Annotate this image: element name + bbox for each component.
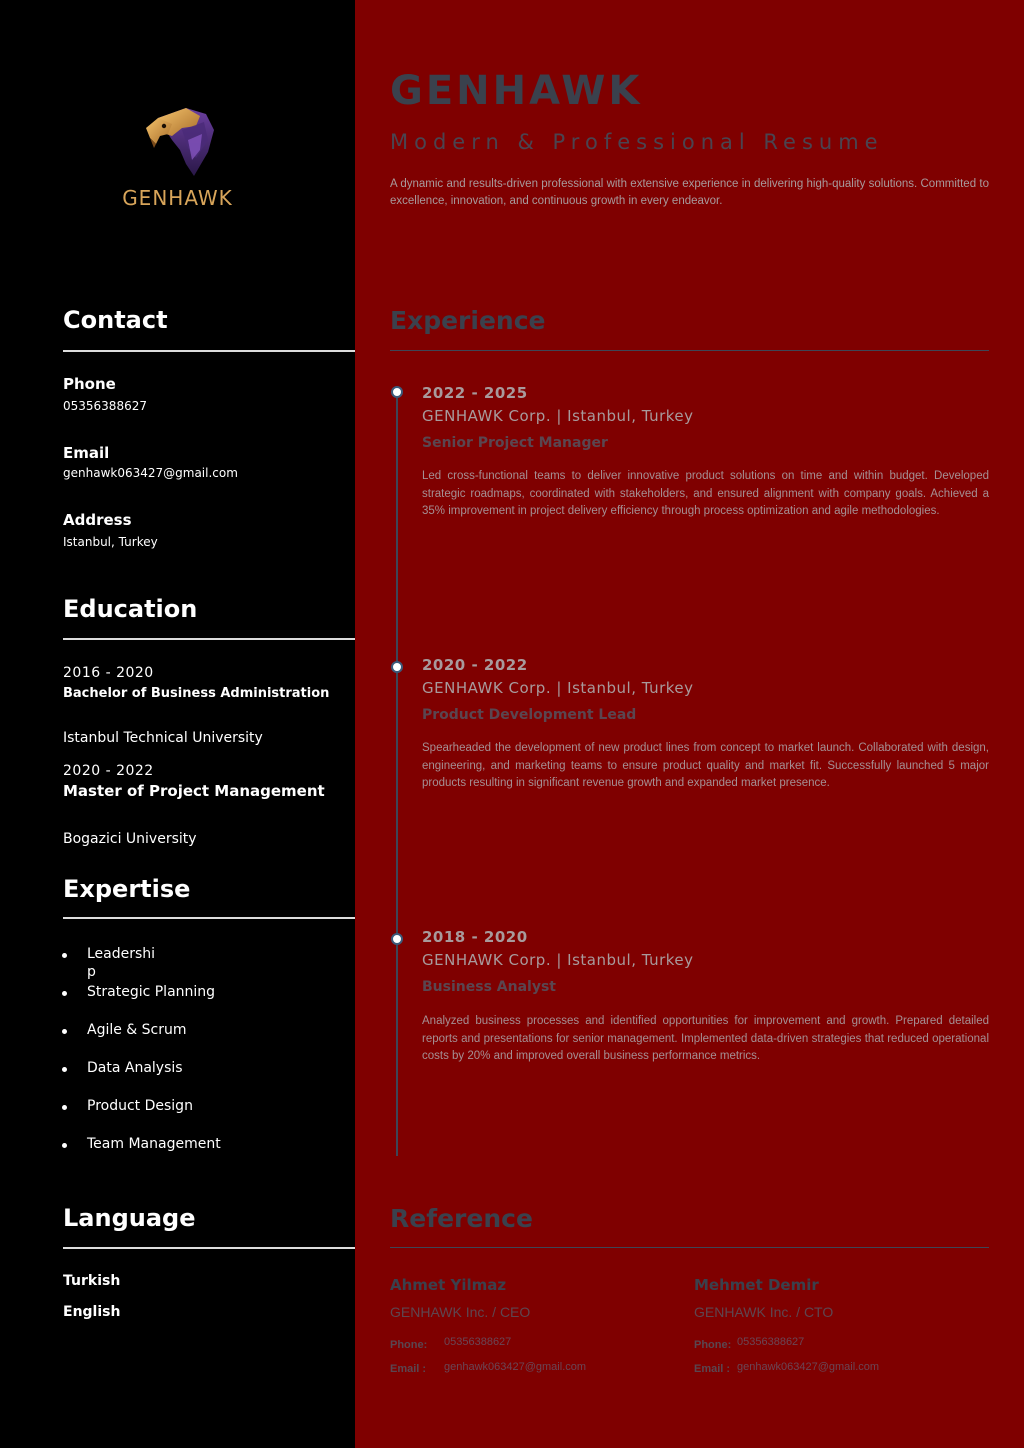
experience-role: Product Development Lead	[422, 707, 637, 723]
resume-subtitle: Modern & Professional Resume	[390, 130, 884, 154]
timeline-dot-icon	[391, 933, 403, 945]
skill-item: Strategic Planning	[87, 984, 216, 1000]
education-divider	[63, 638, 355, 640]
education-school: Istanbul Technical University	[63, 730, 263, 746]
address-label: Address	[63, 511, 132, 529]
experience-company: GENHAWK Corp. | Istanbul, Turkey	[422, 679, 694, 697]
experience-description: Spearheaded the development of new product lines from concept to market launch. Collaborated with design, engineering, and marketing teams to ensure product quality and market fit. Successfully launched 5 major products resulting in significant revenue growth and expanded market presence.	[422, 742, 989, 789]
skill-item: Agile & Scrum	[87, 1022, 187, 1038]
education-years: 2016 - 2020	[63, 665, 154, 681]
experience-heading: Experience	[390, 306, 546, 335]
skill-item: Team Management	[87, 1136, 221, 1152]
reference-phone-label: Phone:	[390, 1339, 428, 1351]
experience-company: GENHAWK Corp. | Istanbul, Turkey	[422, 407, 694, 425]
skill-item: Product Design	[87, 1098, 193, 1114]
email-value: genhawk063427@gmail.com	[63, 466, 238, 480]
reference-email-label: Email :	[390, 1363, 427, 1375]
reference-phone: 05356388627	[737, 1336, 805, 1348]
timeline-dot-icon	[391, 386, 403, 398]
contact-divider	[63, 350, 355, 352]
experience-divider	[390, 350, 989, 351]
reference-phone-label: Phone:	[694, 1339, 732, 1351]
experience-years: 2020 - 2022	[422, 656, 528, 674]
education-degree: Bachelor of Business Administration	[63, 686, 330, 701]
reference-name: Ahmet Yilmaz	[390, 1276, 507, 1294]
reference-email: genhawk063427@gmail.com	[444, 1361, 587, 1373]
reference-company: GENHAWK Inc. / CEO	[390, 1304, 531, 1320]
experience-description: Analyzed business processes and identified opportunities for improvement and growth. Prepared detailed reports and presentations for senior management. Implemented data-driven strategies that reduced operational costs by 20% and improved overall business performance metrics.	[422, 1015, 989, 1062]
expertise-heading: Expertise	[63, 875, 191, 903]
skill-item: Data Analysis	[87, 1060, 183, 1076]
phone-value: 05356388627	[63, 399, 147, 413]
reference-phone: 05356388627	[444, 1336, 512, 1348]
address-value: Istanbul, Turkey	[63, 535, 158, 549]
logo-text: GENHAWK	[122, 186, 233, 210]
contact-heading: Contact	[63, 306, 168, 334]
timeline-dot-icon	[391, 661, 403, 673]
email-label: Email	[63, 444, 110, 462]
phone-label: Phone	[63, 375, 116, 393]
reference-company: GENHAWK Inc. / CTO	[694, 1304, 834, 1320]
sidebar	[0, 0, 355, 1448]
bullet-icon	[62, 1105, 67, 1110]
timeline-line	[396, 392, 398, 1156]
resume-name: GENHAWK	[390, 68, 643, 114]
experience-role: Business Analyst	[422, 979, 556, 995]
expertise-divider	[63, 917, 355, 919]
education-degree: Master of Project Management	[63, 782, 325, 800]
reference-email-label: Email :	[694, 1363, 731, 1375]
language-item: English	[63, 1304, 121, 1320]
summary-text: A dynamic and results-driven professional with extensive experience in delivering high-quality solutions. Committed to excellence, innovation, and continuous growth in every endeavor.	[390, 178, 989, 207]
eagle-logo-icon	[138, 100, 218, 184]
language-item: Turkish	[63, 1273, 121, 1289]
bullet-icon	[62, 1067, 67, 1072]
bullet-icon	[62, 953, 67, 958]
experience-description: Led cross-functional teams to deliver innovative product solutions on time and within budget. Developed strategic roadmaps, coordinated with stakeholders, and ensured alignment with company goals. Achieved a 35% improvement in project delivery efficiency through process optimization and agile methodologies.	[422, 470, 989, 517]
education-years: 2020 - 2022	[63, 763, 154, 779]
reference-divider	[390, 1247, 989, 1248]
reference-heading: Reference	[390, 1204, 533, 1233]
logo	[0, 100, 355, 210]
reference-email: genhawk063427@gmail.com	[737, 1361, 880, 1373]
skill-item: Leadership	[87, 946, 156, 980]
experience-role: Senior Project Manager	[422, 435, 608, 451]
education-heading: Education	[63, 595, 198, 623]
experience-years: 2018 - 2020	[422, 928, 528, 946]
bullet-icon	[62, 1143, 67, 1148]
bullet-icon	[62, 991, 67, 996]
main-content	[355, 0, 1024, 1448]
language-divider	[63, 1247, 355, 1249]
language-heading: Language	[63, 1204, 196, 1232]
education-school: Bogazici University	[63, 831, 197, 847]
bullet-icon	[62, 1029, 67, 1034]
experience-company: GENHAWK Corp. | Istanbul, Turkey	[422, 951, 694, 969]
experience-years: 2022 - 2025	[422, 384, 528, 402]
reference-name: Mehmet Demir	[694, 1276, 819, 1294]
